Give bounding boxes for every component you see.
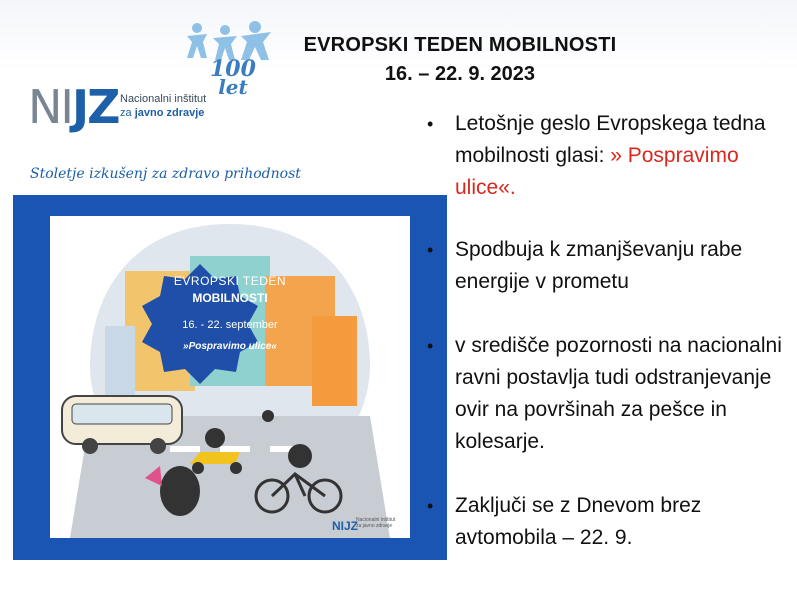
anniversary-word: let [218,75,248,99]
poster-badge-line-1: EVROPSKI TEDEN [173,274,287,288]
institute-line-2b: javno zdravje [134,107,205,119]
bullet-1-highlight: » Pospravimo ulice«. [455,144,739,199]
nijz-institute-name [120,92,206,120]
bullet-dot-icon: • [427,240,434,260]
nijz-slogan: Stoletje izkušenj za zdravo prihodnost [30,166,301,182]
bullet-item-1 [425,108,785,204]
bullet-item-3 [425,330,785,458]
poster-footer-logo: NIJZ [332,519,359,533]
nijz-mark-right: JZ [71,80,119,134]
bullet-dot-icon: • [427,114,434,134]
nijz-logo [28,80,119,134]
poster-footer-text [356,517,395,529]
nijz-mark-left: NI [28,80,72,134]
title-line-1: EVROPSKI TEDEN MOBILNOSTI [303,34,617,56]
bullet-item-2 [425,234,785,298]
anniversary-number: 100 [210,56,256,82]
poster-badge-line-2: MOBILNOSTI [192,291,268,305]
slide-title [260,34,660,86]
poster-badge [150,274,310,352]
poster-footer-text-2: za javno zdravje [356,523,393,529]
bullet-list [425,108,785,554]
bullet-3-text: v središče pozornosti na nacionalni ravni postavlja tudi odstranjevanje ovir na površinah za pešce in kolesarje. [455,334,782,453]
institute-line-1: Nacionalni inštitut [120,93,207,105]
bullet-2-text: Spodbuja k zmanjševanju rabe energije v prometu [455,238,743,293]
bullet-1-text: Letošnje geslo Evropskega tedna mobilnosti glasi: [455,112,766,167]
bullet-4-text: Zaključi se z Dnevom brez avtomobila – 22. 9. [455,494,702,549]
poster-image [50,216,410,538]
bullet-dot-icon: • [427,336,434,356]
institute-line-2a: za [120,107,135,119]
poster-badge-dates: 16. - 22. september [182,319,278,331]
poster-footer-text-1: Nacionalni inštitut [356,517,396,523]
poster-badge-slogan: »Pospravimo ulice« [183,341,277,352]
title-line-2: 16. – 22. 9. 2023 [384,63,536,85]
bullet-dot-icon: • [427,496,434,516]
anniversary-logo [210,56,256,99]
poster-illustration [50,216,410,538]
bullet-item-4 [425,490,785,554]
